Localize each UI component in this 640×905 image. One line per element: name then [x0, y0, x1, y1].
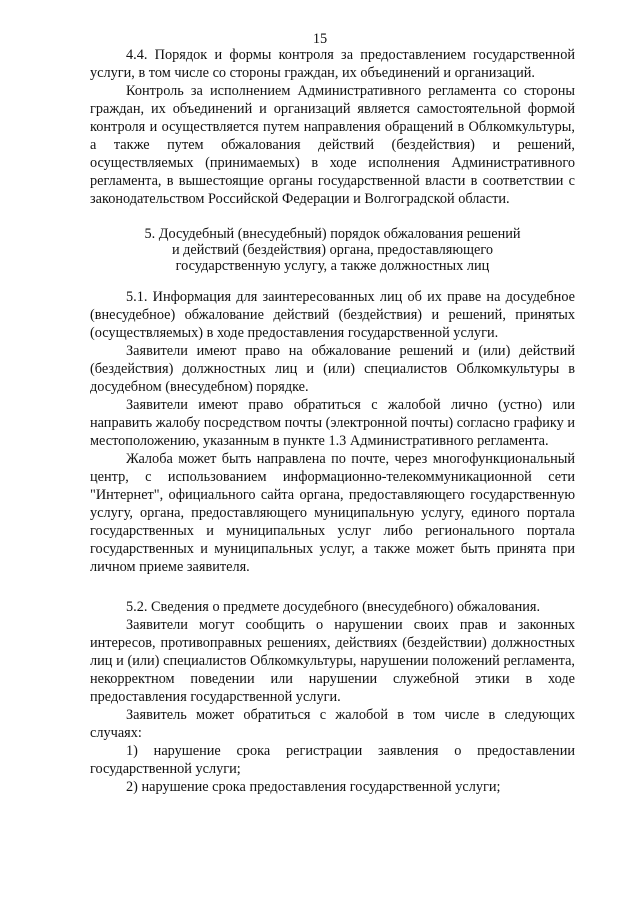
- section-5-2-paragraph: Заявитель может обратиться с жалобой в том числе в следующих случаях:: [90, 707, 575, 741]
- list-item: 1) нарушение срока регистрации заявления о предоставлении государственной услуги;: [90, 743, 575, 777]
- section-5-title-line: и действий (бездействия) органа, предоставляющего: [171, 242, 494, 258]
- section-5-paragraph: Жалоба может быть направлена по почте, через многофункциональный центр, с использованием информационно-телекоммуникационной сети "Интернет", официального сайта органа, предоставляющего государственную услугу, органа, предоставляющего муниципальную услугу, единого портала государственных и муниципальных услуг либо регионального портала государственных и муниципальных услуг, а также может быть принята при личном приеме заявителя.: [90, 451, 575, 575]
- section-5-2-heading: 5.2. Сведения о предмете досудебного (внесудебного) обжалования.: [126, 599, 541, 615]
- section-4-4-text: Контроль за исполнением Административного регламента со стороны граждан, их объединений и организаций является самостоятельной формой контроля и осуществляется путем направления обращений в Облкомкультуры, а также путем обжалования действий (бездействия) и решений, осуществляемых (принимаемых) в ходе исполнения Административного регламента, в вышестоящие органы государственной власти в соответствии с законодательством Российской Федерации и Волгоградской области.: [90, 83, 575, 207]
- section-5-title-line: 5. Досудебный (внесудебный) порядок обжалования решений: [144, 226, 521, 242]
- section-5-1-paragraph: 5.1. Информация для заинтересованных лиц об их праве на досудебное (внесудебное) обжалование действий (бездействия) и решений, принятых (осуществляемых) в ходе предоставления государственной услуги.: [90, 289, 575, 341]
- page-content: [90, 46, 575, 796]
- section-4-4-heading: 4.4. Порядок и формы контроля за предоставлением государственной услуги, в том числе со стороны граждан, их объединений и организаций.: [90, 47, 575, 81]
- section-5-paragraph: Заявители имеют право на обжалование решений и (или) действий (бездействия) должностных лиц и (или) специалистов Облкомкультуры в досудебном (внесудебном) порядке.: [90, 343, 575, 395]
- section-5-title: [90, 226, 575, 274]
- page-number: 15: [312, 31, 328, 47]
- section-5-title-line: государственную услугу, а также должностных лиц: [175, 258, 490, 274]
- section-5-2-paragraph: Заявители могут сообщить о нарушении своих прав и законных интересов, противоправных решениях, действиях (бездействии) должностных лиц и (или) специалистов Облкомкультуры, нарушении положений регламента, некорректном поведении или нарушении служебной этики в ходе предоставления государственной услуги.: [90, 617, 575, 705]
- list-item: 2) нарушение срока предоставления государственной услуги;: [126, 779, 501, 795]
- section-5-paragraph: Заявители имеют право обратиться с жалобой лично (устно) или направить жалобу посредством почты (электронной почты) согласно графику и местоположению, указанным в пункте 1.3 Административного регламента.: [90, 397, 575, 449]
